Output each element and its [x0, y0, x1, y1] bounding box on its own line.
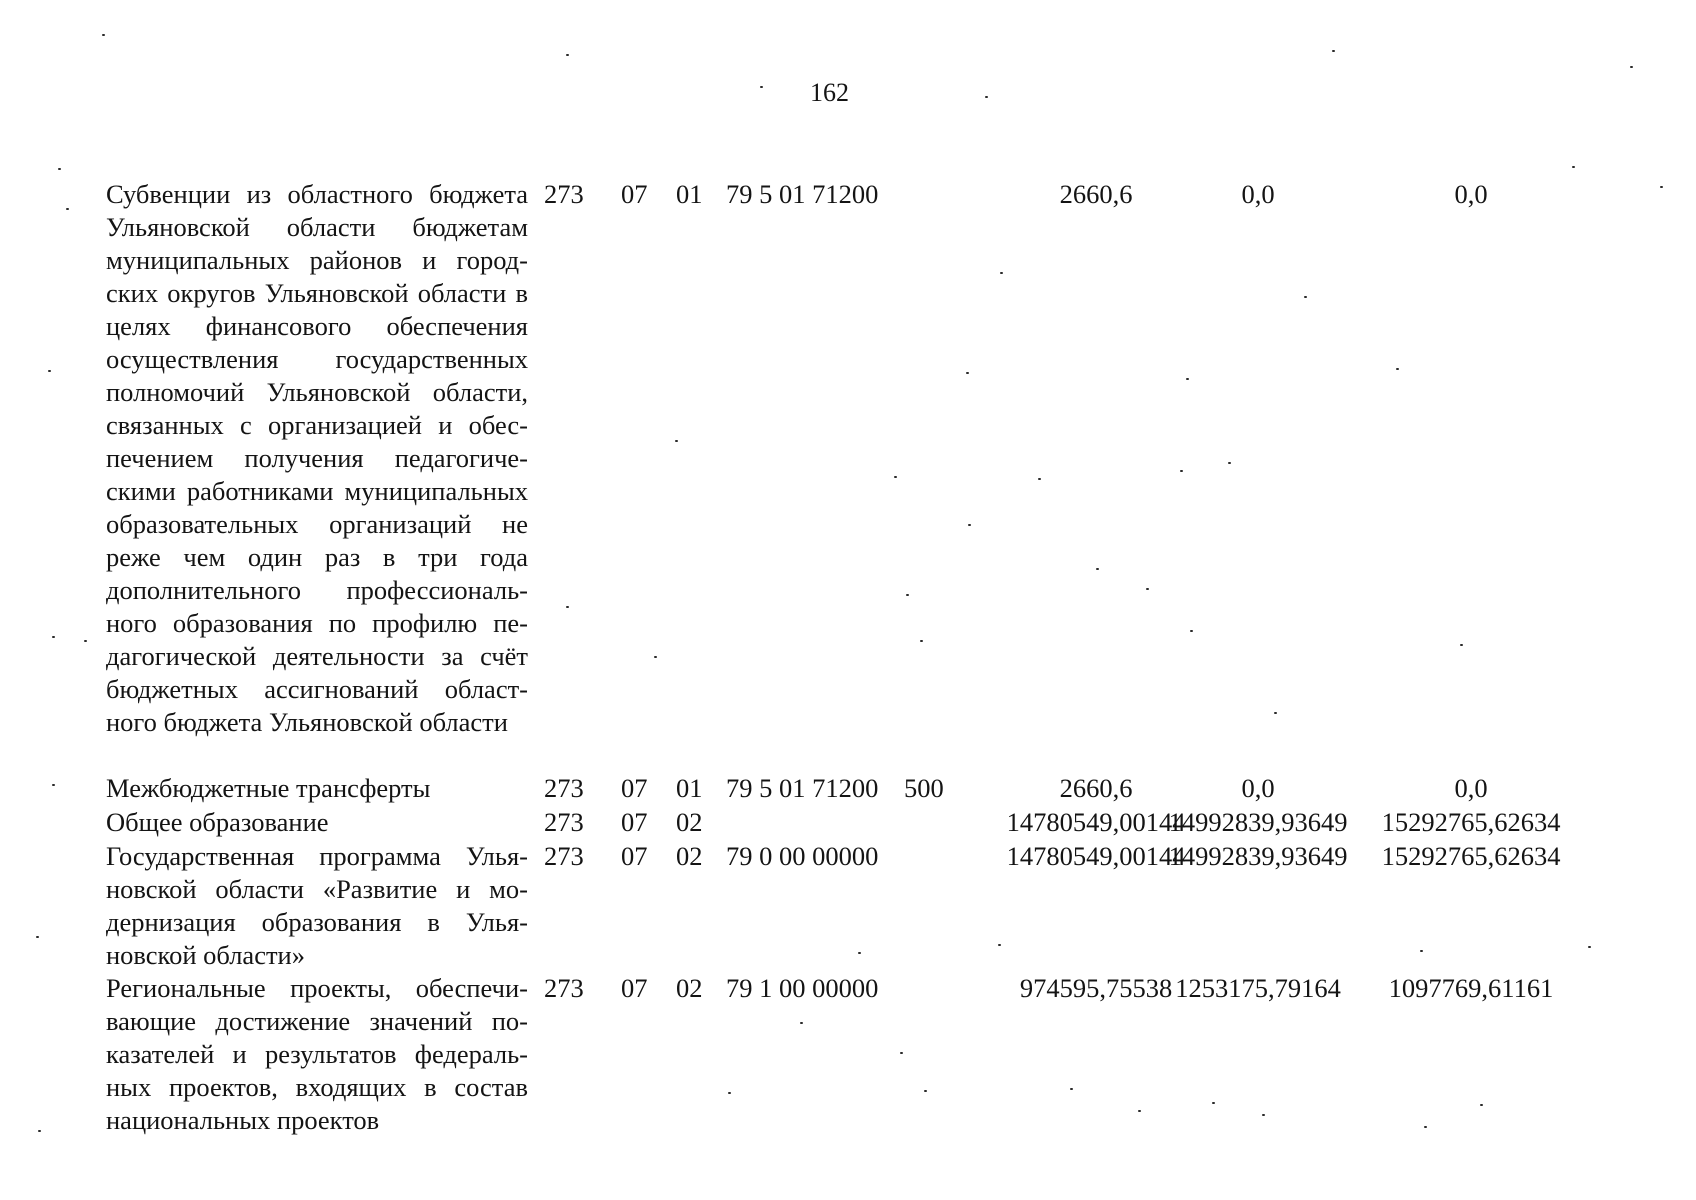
row-amount-year-2: 14992839,93649 — [1168, 841, 1348, 871]
scan-speck — [1274, 712, 1277, 714]
scan-speck — [1460, 644, 1463, 646]
scan-speck — [48, 370, 51, 372]
scan-speck — [728, 1092, 731, 1094]
row-ministry-code: 273 — [544, 179, 584, 209]
scan-speck — [1000, 272, 1003, 274]
row-amount-year-1: 2660,6 — [1059, 179, 1133, 209]
row-subsection-code: 02 — [676, 807, 703, 837]
scan-speck — [36, 936, 39, 938]
scan-speck — [1480, 1104, 1483, 1106]
scan-speck — [654, 656, 657, 658]
row-amount-year-3: 1097769,61161 — [1388, 973, 1554, 1003]
scan-speck — [1332, 50, 1335, 52]
scan-speck — [906, 594, 909, 596]
row-amount-year-1: 14780549,00144 — [1006, 807, 1186, 837]
scan-speck — [1588, 946, 1591, 948]
scan-speck — [1146, 588, 1149, 590]
row-amount-year-3: 15292765,62634 — [1381, 841, 1561, 871]
row-expense-type: 500 — [904, 773, 944, 803]
scan-speck — [1138, 1110, 1141, 1112]
row-ministry-code: 273 — [544, 973, 584, 1003]
row-target-article: 79 1 00 00000 — [726, 973, 879, 1003]
scan-speck — [1660, 186, 1663, 188]
scan-speck — [566, 606, 569, 608]
row-name: Региональные проекты, обеспечивающие достижение значений показателей и результатов федеральных проектов, входящих в состав национальных проектов — [106, 973, 528, 1135]
row-amount-year-2: 0,0 — [1241, 179, 1275, 209]
row-subsection-code: 02 — [676, 973, 703, 1003]
page-number: 162 — [810, 78, 849, 107]
scan-speck — [66, 208, 69, 210]
row-amount-year-3: 0,0 — [1454, 179, 1488, 209]
row-amount-year-2: 14992839,93649 — [1168, 807, 1348, 837]
row-amount-year-1: 974595,75538 — [1019, 973, 1173, 1003]
row-amount-year-1: 2660,6 — [1059, 773, 1133, 803]
scan-speck — [566, 54, 569, 56]
scan-speck — [58, 168, 61, 170]
scan-speck — [924, 1090, 927, 1092]
scan-speck — [998, 944, 1001, 946]
scan-speck — [1096, 568, 1099, 570]
row-ministry-code: 273 — [544, 807, 584, 837]
row-subsection-code: 01 — [676, 179, 703, 209]
row-name: Общее образование — [106, 807, 329, 837]
row-subsection-code: 02 — [676, 841, 703, 871]
row-ministry-code: 273 — [544, 841, 584, 871]
scan-speck — [1186, 378, 1189, 380]
scan-speck — [1396, 368, 1399, 370]
row-amount-year-2: 1253175,79164 — [1175, 973, 1341, 1003]
scan-speck — [985, 96, 988, 98]
row-amount-year-1: 14780549,00144 — [1006, 841, 1186, 871]
scan-speck — [1038, 478, 1041, 480]
scan-speck — [1190, 630, 1193, 632]
scan-speck — [102, 34, 105, 36]
scan-speck — [920, 640, 923, 642]
scan-speck — [1212, 1102, 1215, 1104]
row-target-article: 79 5 01 71200 — [726, 773, 879, 803]
row-section-code: 07 — [621, 807, 648, 837]
row-target-article: 79 0 00 00000 — [726, 841, 879, 871]
scan-speck — [968, 524, 971, 526]
scan-speck — [858, 952, 861, 954]
scan-speck — [760, 86, 763, 88]
scan-speck — [52, 784, 55, 786]
scan-speck — [1630, 66, 1633, 68]
row-section-code: 07 — [621, 841, 648, 871]
row-ministry-code: 273 — [544, 773, 584, 803]
row-name: Субвенции из областного бюджета Ульяновской области бюджетам муниципальных районов и городских округов Ульяновской области в целях финансового обеспечения осуществления государственных полномочий Ульяновской области, связанных с организацией и обеспечением получения педагогическими работниками муниципальных образовательных организаций не реже чем один раз в три года дополнительного профессионального образования по профилю педагогической деятельности за счёт бюджетных ассигнований областного бюджета Ульяновской области — [106, 179, 528, 737]
scan-speck — [966, 372, 969, 374]
scan-speck — [800, 1022, 803, 1024]
row-section-code: 07 — [621, 773, 648, 803]
row-amount-year-3: 0,0 — [1454, 773, 1488, 803]
row-name: Межбюджетные трансферты — [106, 773, 431, 803]
scan-speck — [675, 440, 678, 442]
scan-speck — [1262, 1114, 1265, 1116]
scan-speck — [1228, 462, 1231, 464]
scan-speck — [1424, 1126, 1427, 1128]
scan-speck — [84, 640, 87, 642]
row-target-article: 79 5 01 71200 — [726, 179, 879, 209]
row-section-code: 07 — [621, 179, 648, 209]
row-amount-year-2: 0,0 — [1241, 773, 1275, 803]
row-amount-year-3: 15292765,62634 — [1381, 807, 1561, 837]
scan-speck — [1572, 166, 1575, 168]
scan-speck — [1420, 950, 1423, 952]
scan-speck — [894, 476, 897, 478]
row-name: Государственная программа Ульяновской области «Развитие и модернизация образования в Ульяновской области» — [106, 841, 528, 970]
scan-speck — [52, 636, 55, 638]
scan-speck — [900, 1052, 903, 1054]
row-subsection-code: 01 — [676, 773, 703, 803]
scan-speck — [38, 1130, 41, 1132]
row-section-code: 07 — [621, 973, 648, 1003]
scan-speck — [1070, 1088, 1073, 1090]
scan-speck — [1180, 470, 1183, 472]
scan-speck — [1304, 296, 1307, 298]
